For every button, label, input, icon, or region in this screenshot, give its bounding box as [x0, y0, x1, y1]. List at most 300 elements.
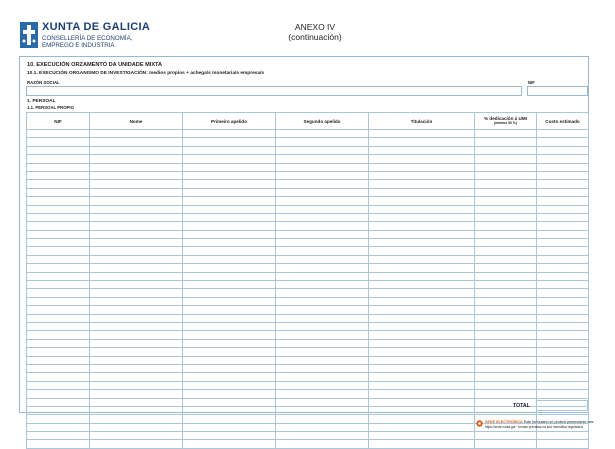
cell-segundo-apelido[interactable] — [276, 373, 369, 381]
annex-heading: ANEXO IV — [294, 22, 336, 32]
cell-segundo-apelido[interactable] — [276, 171, 369, 179]
cell-custo-estimado[interactable] — [537, 373, 589, 381]
cell-nome[interactable] — [90, 297, 183, 305]
cell-segundo-apelido[interactable] — [276, 406, 369, 414]
cell-titulacion[interactable] — [369, 146, 475, 154]
cell-dedicacion[interactable] — [475, 322, 537, 330]
cell-titulacion[interactable] — [369, 297, 475, 305]
cell-titulacion[interactable] — [369, 247, 475, 255]
cell-nif[interactable] — [27, 163, 90, 171]
razon-social-label: RAZÓN SOCIAL — [27, 80, 60, 85]
cell-primeiro-apelido[interactable] — [183, 314, 276, 322]
cell-custo-estimado[interactable] — [537, 130, 589, 138]
section-subtitle: 10.1. EXECUCIÓN ORGANISMO DE INVESTIGACIÓN: medios propios + achega/s monetaria/s empresa/s — [27, 71, 265, 76]
cell-primeiro-apelido[interactable] — [183, 255, 276, 263]
cell-segundo-apelido[interactable] — [276, 306, 369, 314]
cell-nif[interactable] — [27, 306, 90, 314]
cell-segundo-apelido[interactable] — [276, 222, 369, 230]
cell-primeiro-apelido[interactable] — [183, 381, 276, 389]
cell-dedicacion[interactable] — [475, 289, 537, 297]
column-header-nome: Nome — [90, 113, 183, 130]
cell-segundo-apelido[interactable] — [276, 356, 369, 364]
table-row — [27, 297, 589, 305]
cell-custo-estimado[interactable] — [537, 381, 589, 389]
cell-titulacion[interactable] — [369, 205, 475, 213]
cell-primeiro-apelido[interactable] — [183, 415, 276, 423]
cell-custo-estimado[interactable] — [537, 163, 589, 171]
cell-nif[interactable] — [27, 188, 90, 196]
cell-titulacion[interactable] — [369, 180, 475, 188]
annex-subheading: (continuación) — [288, 32, 342, 42]
cell-nome[interactable] — [90, 272, 183, 280]
table-row — [27, 197, 589, 205]
cell-custo-estimado[interactable] — [537, 188, 589, 196]
cell-primeiro-apelido[interactable] — [183, 348, 276, 356]
cell-dedicacion[interactable] — [475, 213, 537, 221]
cell-segundo-apelido[interactable] — [276, 281, 369, 289]
cell-dedicacion[interactable] — [475, 163, 537, 171]
cell-nif[interactable] — [27, 381, 90, 389]
cell-nif[interactable] — [27, 364, 90, 372]
cell-nif[interactable] — [27, 138, 90, 146]
cell-nome[interactable] — [90, 306, 183, 314]
cell-titulacion[interactable] — [369, 440, 475, 448]
cell-nome[interactable] — [90, 440, 183, 448]
cell-nome[interactable] — [90, 381, 183, 389]
cell-segundo-apelido[interactable] — [276, 213, 369, 221]
cell-titulacion[interactable] — [369, 423, 475, 431]
cell-titulacion[interactable] — [369, 213, 475, 221]
cell-nif[interactable] — [27, 130, 90, 138]
cell-primeiro-apelido[interactable] — [183, 339, 276, 347]
total-label: TOTAL — [513, 403, 530, 409]
cell-nif[interactable] — [27, 415, 90, 423]
cell-primeiro-apelido[interactable] — [183, 171, 276, 179]
cell-dedicacion[interactable] — [475, 255, 537, 263]
cell-nome[interactable] — [90, 281, 183, 289]
cell-segundo-apelido[interactable] — [276, 339, 369, 347]
cell-dedicacion[interactable] — [475, 272, 537, 280]
cell-titulacion[interactable] — [369, 289, 475, 297]
cell-titulacion[interactable] — [369, 348, 475, 356]
cell-segundo-apelido[interactable] — [276, 297, 369, 305]
cell-primeiro-apelido[interactable] — [183, 289, 276, 297]
table-row — [27, 281, 589, 289]
cell-dedicacion[interactable] — [475, 297, 537, 305]
cell-dedicacion[interactable] — [475, 364, 537, 372]
cell-titulacion[interactable] — [369, 197, 475, 205]
cell-primeiro-apelido[interactable] — [183, 373, 276, 381]
cell-nif[interactable] — [27, 197, 90, 205]
cell-nome[interactable] — [90, 247, 183, 255]
cell-primeiro-apelido[interactable] — [183, 163, 276, 171]
cell-nif[interactable] — [27, 289, 90, 297]
cell-custo-estimado[interactable] — [537, 146, 589, 154]
government-name: XUNTA DE GALICIA — [42, 21, 151, 33]
cell-primeiro-apelido[interactable] — [183, 222, 276, 230]
cell-titulacion[interactable] — [369, 255, 475, 263]
cell-primeiro-apelido[interactable] — [183, 322, 276, 330]
cell-custo-estimado[interactable] — [537, 264, 589, 272]
footer-notice — [485, 420, 593, 424]
cell-nome[interactable] — [90, 373, 183, 381]
total-field[interactable] — [536, 400, 588, 411]
cell-nif[interactable] — [27, 272, 90, 280]
cell-nif[interactable] — [27, 247, 90, 255]
cell-dedicacion[interactable] — [475, 138, 537, 146]
cell-dedicacion[interactable] — [475, 264, 537, 272]
table-row — [27, 339, 589, 347]
cell-dedicacion[interactable] — [475, 197, 537, 205]
cell-primeiro-apelido[interactable] — [183, 138, 276, 146]
cell-nome[interactable] — [90, 213, 183, 221]
table-row — [27, 180, 589, 188]
cell-primeiro-apelido[interactable] — [183, 180, 276, 188]
cell-custo-estimado[interactable] — [537, 348, 589, 356]
cell-nome[interactable] — [90, 130, 183, 138]
razon-social-field[interactable] — [26, 86, 522, 96]
cell-dedicacion[interactable] — [475, 188, 537, 196]
cell-segundo-apelido[interactable] — [276, 146, 369, 154]
cell-titulacion[interactable] — [369, 322, 475, 330]
cell-titulacion[interactable] — [369, 339, 475, 347]
table-row — [27, 146, 589, 154]
cell-titulacion[interactable] — [369, 364, 475, 372]
cell-nome[interactable] — [90, 155, 183, 163]
cell-custo-estimado[interactable] — [537, 230, 589, 238]
cell-dedicacion[interactable] — [475, 356, 537, 364]
cell-nome[interactable] — [90, 138, 183, 146]
table-row — [27, 306, 589, 314]
cell-dedicacion[interactable] — [475, 373, 537, 381]
cell-custo-estimado[interactable] — [537, 281, 589, 289]
cell-segundo-apelido[interactable] — [276, 381, 369, 389]
cell-titulacion[interactable] — [369, 138, 475, 146]
cell-primeiro-apelido[interactable] — [183, 146, 276, 154]
table-row — [27, 440, 589, 448]
cell-custo-estimado[interactable] — [537, 364, 589, 372]
cell-segundo-apelido[interactable] — [276, 423, 369, 431]
cell-segundo-apelido[interactable] — [276, 331, 369, 339]
cell-titulacion[interactable] — [369, 155, 475, 163]
cell-primeiro-apelido[interactable] — [183, 197, 276, 205]
cell-nif[interactable] — [27, 255, 90, 263]
cell-segundo-apelido[interactable] — [276, 398, 369, 406]
cell-titulacion[interactable] — [369, 281, 475, 289]
table-row — [27, 239, 589, 247]
cell-primeiro-apelido[interactable] — [183, 272, 276, 280]
cell-nome[interactable] — [90, 339, 183, 347]
table-row — [27, 289, 589, 297]
cell-nif[interactable] — [27, 348, 90, 356]
cell-primeiro-apelido[interactable] — [183, 440, 276, 448]
cell-primeiro-apelido[interactable] — [183, 213, 276, 221]
cell-nome[interactable] — [90, 406, 183, 414]
table-row — [27, 356, 589, 364]
cell-nome[interactable] — [90, 197, 183, 205]
cell-nome[interactable] — [90, 423, 183, 431]
nif-label: NIF — [528, 80, 535, 85]
cell-primeiro-apelido[interactable] — [183, 239, 276, 247]
cell-titulacion[interactable] — [369, 171, 475, 179]
cell-titulacion[interactable] — [369, 381, 475, 389]
page-header — [0, 0, 615, 56]
table-row — [27, 163, 589, 171]
table-header-row — [27, 113, 589, 130]
cell-primeiro-apelido[interactable] — [183, 398, 276, 406]
cell-nome[interactable] — [90, 289, 183, 297]
cell-segundo-apelido[interactable] — [276, 230, 369, 238]
cell-nome[interactable] — [90, 415, 183, 423]
cell-dedicacion[interactable] — [475, 381, 537, 389]
cell-nome[interactable] — [90, 390, 183, 398]
section-title: 10. EXECUCIÓN ORZAMENTO DA UNIDADE MIXTA — [27, 62, 163, 68]
cell-nif[interactable] — [27, 339, 90, 347]
cell-nome[interactable] — [90, 188, 183, 196]
cell-nome[interactable] — [90, 314, 183, 322]
cell-custo-estimado[interactable] — [537, 339, 589, 347]
cell-nif[interactable] — [27, 356, 90, 364]
cell-nif[interactable] — [27, 239, 90, 247]
cell-primeiro-apelido[interactable] — [183, 264, 276, 272]
cell-custo-estimado[interactable] — [537, 197, 589, 205]
cell-nome[interactable] — [90, 322, 183, 330]
cell-nif[interactable] — [27, 222, 90, 230]
cell-titulacion[interactable] — [369, 188, 475, 196]
cell-dedicacion[interactable] — [475, 314, 537, 322]
cell-titulacion[interactable] — [369, 163, 475, 171]
cell-custo-estimado[interactable] — [537, 331, 589, 339]
cell-custo-estimado[interactable] — [537, 138, 589, 146]
cell-nif[interactable] — [27, 390, 90, 398]
cell-titulacion[interactable] — [369, 390, 475, 398]
table-row — [27, 406, 589, 414]
cell-segundo-apelido[interactable] — [276, 205, 369, 213]
cell-nome[interactable] — [90, 146, 183, 154]
cell-segundo-apelido[interactable] — [276, 415, 369, 423]
column-header-nif: NIF — [27, 113, 90, 130]
cell-primeiro-apelido[interactable] — [183, 356, 276, 364]
cell-nome[interactable] — [90, 331, 183, 339]
cell-titulacion[interactable] — [369, 415, 475, 423]
cell-primeiro-apelido[interactable] — [183, 364, 276, 372]
cell-nif[interactable] — [27, 213, 90, 221]
cell-segundo-apelido[interactable] — [276, 197, 369, 205]
cell-nif[interactable] — [27, 373, 90, 381]
cell-nome[interactable] — [90, 230, 183, 238]
cell-primeiro-apelido[interactable] — [183, 406, 276, 414]
cell-titulacion[interactable] — [369, 306, 475, 314]
cell-dedicacion[interactable] — [475, 155, 537, 163]
cell-dedicacion[interactable] — [475, 171, 537, 179]
cell-nome[interactable] — [90, 398, 183, 406]
cell-custo-estimado[interactable] — [537, 205, 589, 213]
cell-nif[interactable] — [27, 264, 90, 272]
cell-dedicacion[interactable] — [475, 130, 537, 138]
cell-nif[interactable] — [27, 331, 90, 339]
column-header-primeiro-apelido: Primeiro apelido — [183, 113, 276, 130]
cell-segundo-apelido[interactable] — [276, 314, 369, 322]
cell-custo-estimado[interactable] — [537, 255, 589, 263]
cell-primeiro-apelido[interactable] — [183, 230, 276, 238]
table-row — [27, 247, 589, 255]
table-row — [27, 155, 589, 163]
cell-primeiro-apelido[interactable] — [183, 423, 276, 431]
cell-segundo-apelido[interactable] — [276, 322, 369, 330]
cell-primeiro-apelido[interactable] — [183, 247, 276, 255]
cell-titulacion[interactable] — [369, 272, 475, 280]
cell-custo-estimado[interactable] — [537, 356, 589, 364]
cell-nif[interactable] — [27, 155, 90, 163]
table-row — [27, 331, 589, 339]
cell-titulacion[interactable] — [369, 230, 475, 238]
cell-nome[interactable] — [90, 171, 183, 179]
annex-title — [260, 22, 370, 42]
cell-custo-estimado[interactable] — [537, 180, 589, 188]
cell-dedicacion[interactable] — [475, 205, 537, 213]
cell-dedicacion[interactable] — [475, 390, 537, 398]
sede-electronica-icon — [476, 420, 483, 427]
cell-nif[interactable] — [27, 171, 90, 179]
cell-segundo-apelido[interactable] — [276, 272, 369, 280]
table-row — [27, 130, 589, 138]
cell-titulacion[interactable] — [369, 331, 475, 339]
cell-nif[interactable] — [27, 398, 90, 406]
cell-custo-estimado[interactable] — [537, 440, 589, 448]
cell-titulacion[interactable] — [369, 398, 475, 406]
cell-dedicacion[interactable] — [475, 348, 537, 356]
cell-dedicacion[interactable] — [475, 331, 537, 339]
cell-nome[interactable] — [90, 239, 183, 247]
cell-titulacion[interactable] — [369, 264, 475, 272]
cell-custo-estimado[interactable] — [537, 239, 589, 247]
cell-custo-estimado[interactable] — [537, 297, 589, 305]
cell-primeiro-apelido[interactable] — [183, 188, 276, 196]
cell-nome[interactable] — [90, 222, 183, 230]
cell-primeiro-apelido[interactable] — [183, 281, 276, 289]
cell-nif[interactable] — [27, 423, 90, 431]
cell-nome[interactable] — [90, 205, 183, 213]
cell-custo-estimado[interactable] — [537, 289, 589, 297]
table-row — [27, 398, 589, 406]
cell-segundo-apelido[interactable] — [276, 289, 369, 297]
cell-segundo-apelido[interactable] — [276, 364, 369, 372]
cell-primeiro-apelido[interactable] — [183, 205, 276, 213]
cell-nif[interactable] — [27, 230, 90, 238]
cell-nif[interactable] — [27, 322, 90, 330]
cell-primeiro-apelido[interactable] — [183, 297, 276, 305]
cell-dedicacion[interactable] — [475, 230, 537, 238]
nif-field[interactable] — [527, 86, 588, 96]
cell-primeiro-apelido[interactable] — [183, 130, 276, 138]
cell-custo-estimado[interactable] — [537, 314, 589, 322]
cell-nif[interactable] — [27, 297, 90, 305]
cell-titulacion[interactable] — [369, 356, 475, 364]
cell-segundo-apelido[interactable] — [276, 155, 369, 163]
cell-custo-estimado[interactable] — [537, 390, 589, 398]
table-row — [27, 255, 589, 263]
cell-primeiro-apelido[interactable] — [183, 155, 276, 163]
cell-custo-estimado[interactable] — [537, 272, 589, 280]
cell-titulacion[interactable] — [369, 239, 475, 247]
cell-segundo-apelido[interactable] — [276, 163, 369, 171]
table-row — [27, 272, 589, 280]
cell-custo-estimado[interactable] — [537, 247, 589, 255]
cell-segundo-apelido[interactable] — [276, 264, 369, 272]
cell-nome[interactable] — [90, 348, 183, 356]
cell-dedicacion[interactable] — [475, 440, 537, 448]
cell-custo-estimado[interactable] — [537, 306, 589, 314]
cell-dedicacion[interactable] — [475, 281, 537, 289]
cell-nif[interactable] — [27, 281, 90, 289]
table-row — [27, 348, 589, 356]
cell-nif[interactable] — [27, 146, 90, 154]
cell-segundo-apelido[interactable] — [276, 255, 369, 263]
cell-segundo-apelido[interactable] — [276, 440, 369, 448]
table-row — [27, 205, 589, 213]
cell-primeiro-apelido[interactable] — [183, 390, 276, 398]
personal-table — [26, 112, 589, 449]
cell-titulacion[interactable] — [369, 130, 475, 138]
cell-segundo-apelido[interactable] — [276, 348, 369, 356]
cell-dedicacion[interactable] — [475, 180, 537, 188]
cell-nif[interactable] — [27, 440, 90, 448]
cell-dedicacion[interactable] — [475, 222, 537, 230]
cell-segundo-apelido[interactable] — [276, 130, 369, 138]
cell-nif[interactable] — [27, 314, 90, 322]
cell-nif[interactable] — [27, 205, 90, 213]
cell-dedicacion[interactable] — [475, 339, 537, 347]
cell-titulacion[interactable] — [369, 222, 475, 230]
table-row — [27, 138, 589, 146]
cell-custo-estimado[interactable] — [537, 322, 589, 330]
cell-nome[interactable] — [90, 163, 183, 171]
cell-titulacion[interactable] — [369, 314, 475, 322]
table-row — [27, 390, 589, 398]
table-row — [27, 222, 589, 230]
cell-nif[interactable] — [27, 406, 90, 414]
cell-primeiro-apelido[interactable] — [183, 306, 276, 314]
cell-dedicacion[interactable] — [475, 247, 537, 255]
table-row — [27, 373, 589, 381]
cell-segundo-apelido[interactable] — [276, 247, 369, 255]
cell-custo-estimado[interactable] — [537, 155, 589, 163]
cell-nome[interactable] — [90, 356, 183, 364]
cell-segundo-apelido[interactable] — [276, 180, 369, 188]
table-row — [27, 230, 589, 238]
cell-segundo-apelido[interactable] — [276, 138, 369, 146]
cell-dedicacion[interactable] — [475, 146, 537, 154]
cell-titulacion[interactable] — [369, 373, 475, 381]
cell-segundo-apelido[interactable] — [276, 188, 369, 196]
dedicacion-note: (mínimo 50 %) — [494, 121, 517, 125]
cell-titulacion[interactable] — [369, 406, 475, 414]
cell-dedicacion[interactable] — [475, 306, 537, 314]
cell-dedicacion[interactable] — [475, 239, 537, 247]
cell-segundo-apelido[interactable] — [276, 239, 369, 247]
cell-primeiro-apelido[interactable] — [183, 331, 276, 339]
cell-nif[interactable] — [27, 180, 90, 188]
cell-custo-estimado[interactable] — [537, 222, 589, 230]
cell-segundo-apelido[interactable] — [276, 390, 369, 398]
cell-nome[interactable] — [90, 364, 183, 372]
cell-nome[interactable] — [90, 180, 183, 188]
table-row — [27, 171, 589, 179]
cell-nome[interactable] — [90, 255, 183, 263]
cell-nome[interactable] — [90, 264, 183, 272]
cell-custo-estimado[interactable] — [537, 213, 589, 221]
cell-custo-estimado[interactable] — [537, 171, 589, 179]
